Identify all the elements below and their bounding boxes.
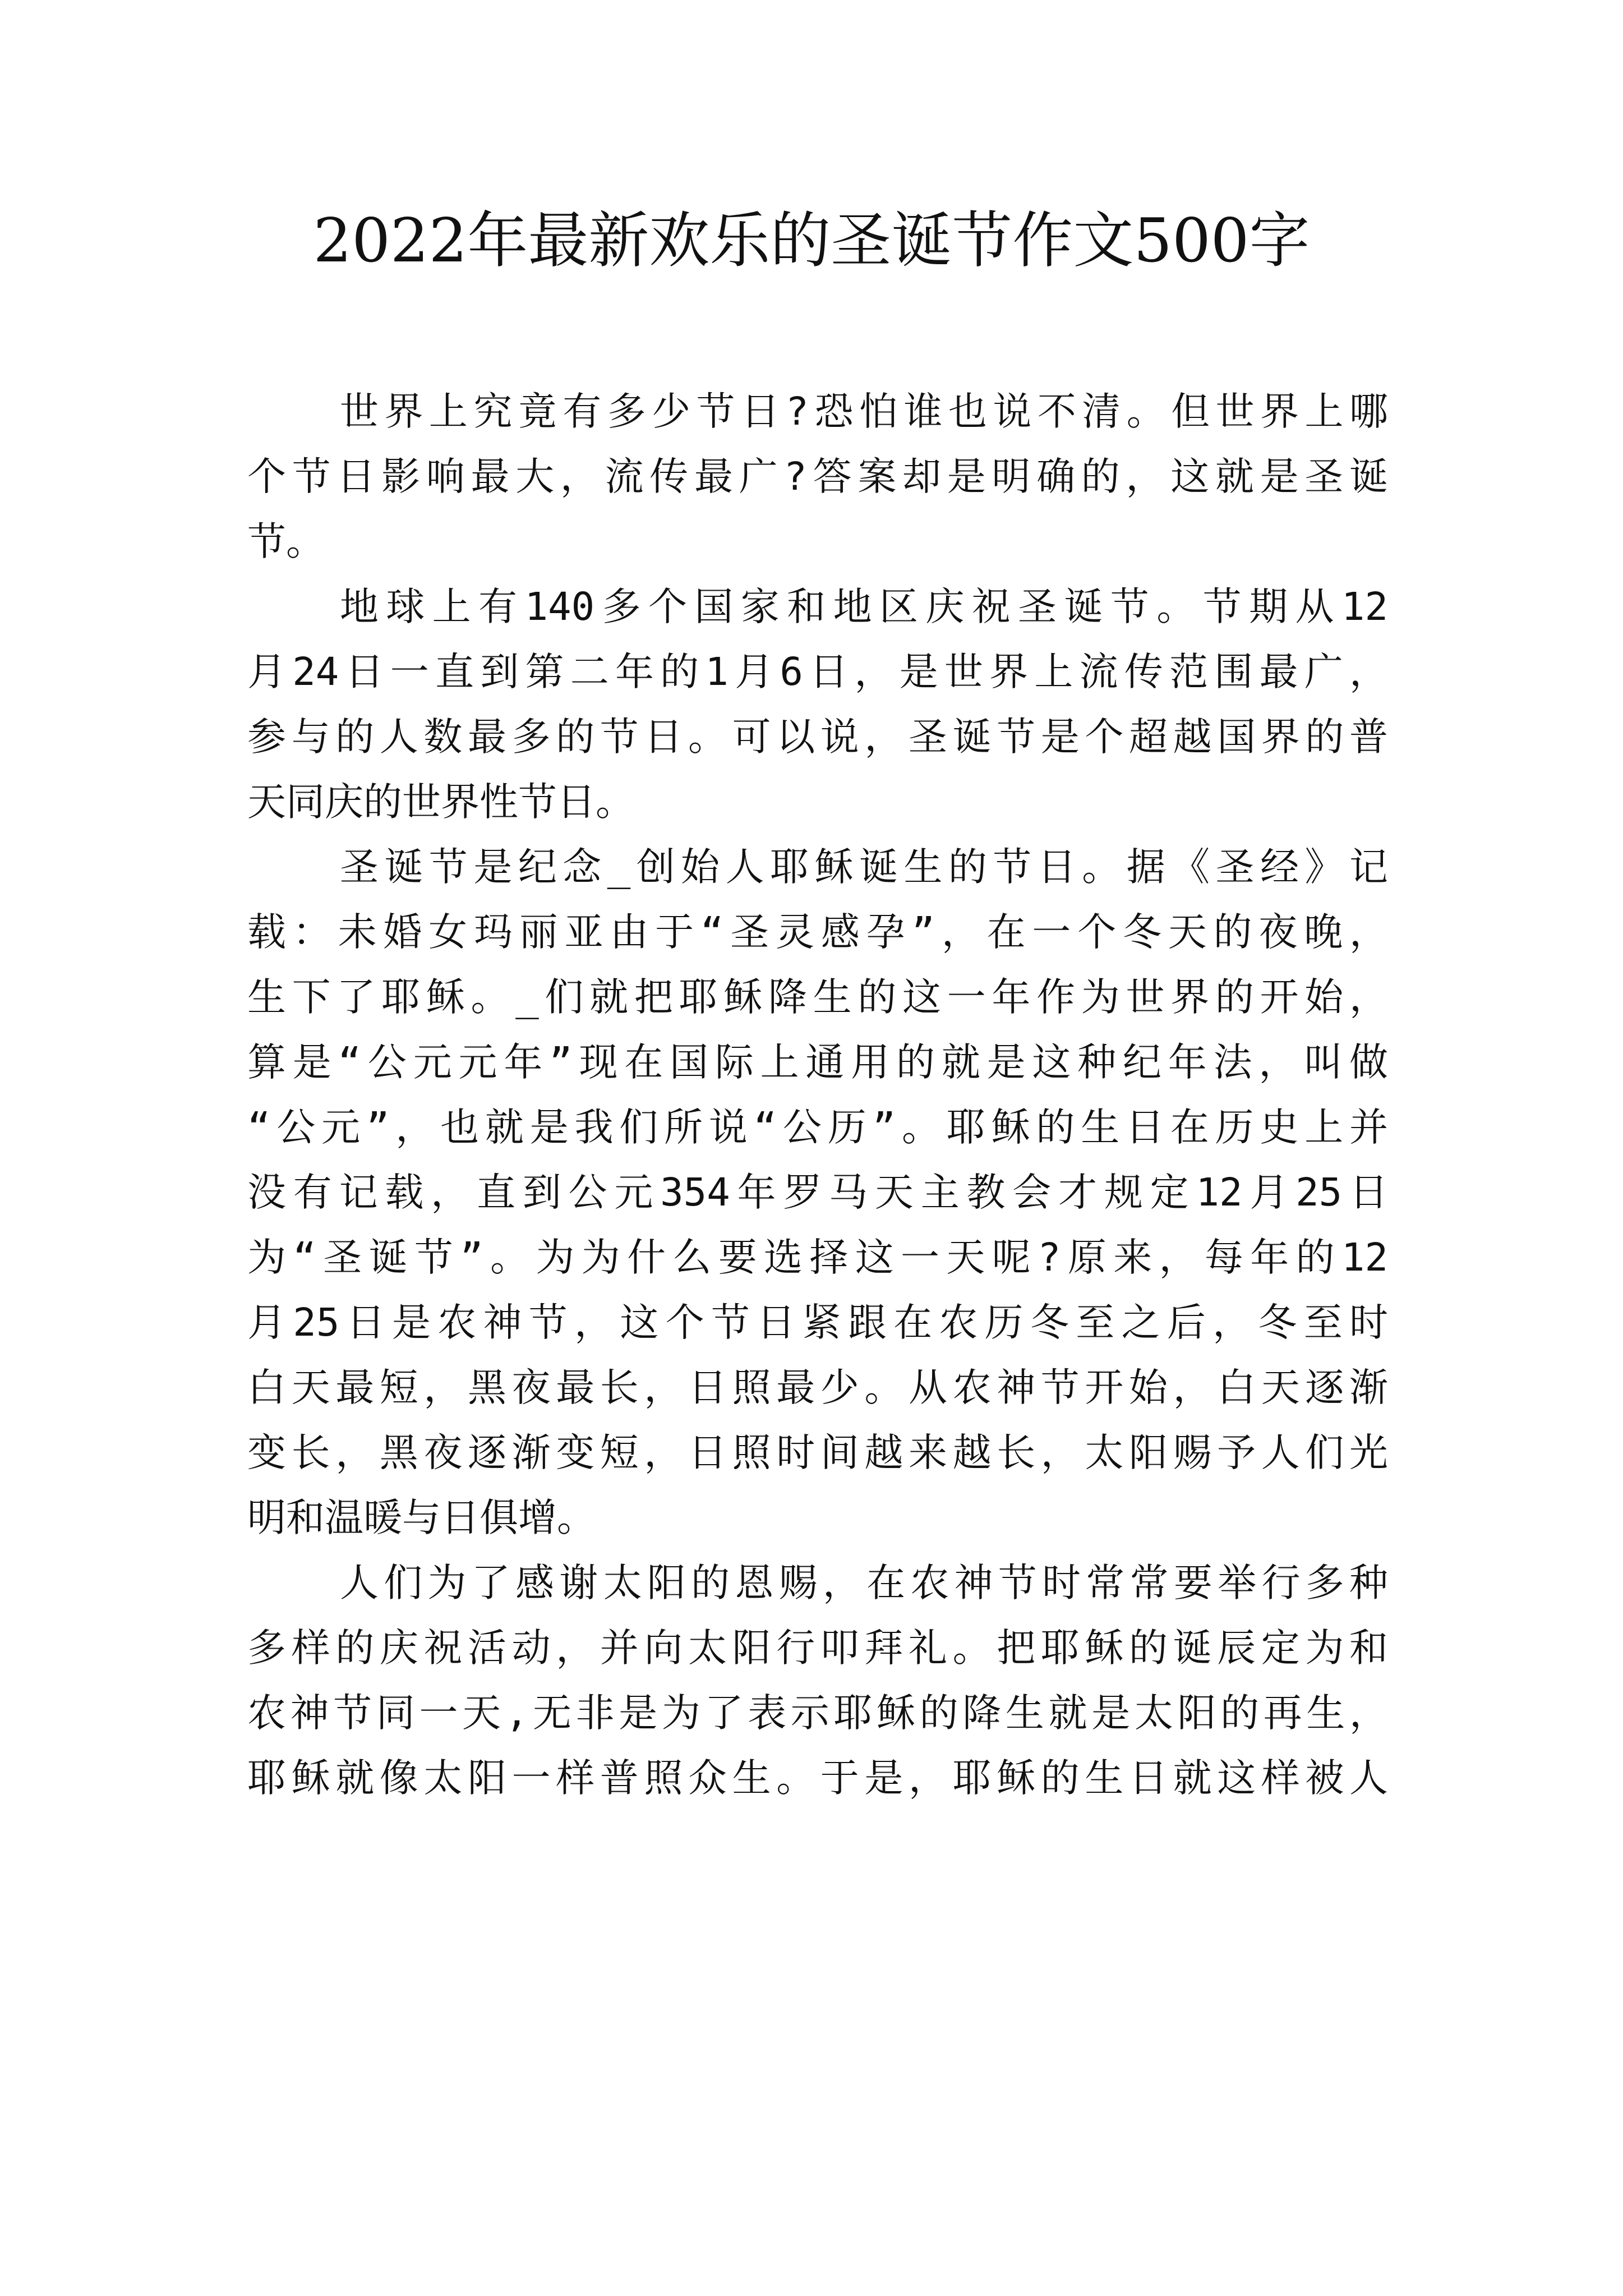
text-line: 变长，黑夜逐渐变短，日照时间越来越长，太阳赐予人们光: [247, 1430, 1388, 1475]
paragraph: [247, 379, 1388, 574]
paragraph: [247, 1550, 1388, 1811]
text-line: 月24日一直到第二年的1月6日，是世界上流传范围最广，: [247, 650, 1388, 694]
text-line: 个节日影响最大，流传最广?答案却是明确的，这就是圣诞: [247, 454, 1388, 499]
text-line: 圣诞节是纪念_创始人耶稣诞生的节日。据《圣经》记: [340, 845, 1388, 890]
text-line: 多样的庆祝活动，并向太阳行叩拜礼。把耶稣的诞辰定为和: [247, 1626, 1388, 1671]
text-line: “公元”，也就是我们所说“公历”。耶稣的生日在历史上并: [247, 1105, 1388, 1150]
text-line: 人们为了感谢太阳的恩赐，在农神节时常常要举行多种: [340, 1561, 1388, 1605]
text-line: 世界上究竟有多少节日?恐怕谁也说不清。但世界上哪: [340, 389, 1388, 434]
text-line: 算是“公元元年”现在国际上通用的就是这种纪年法，叫做: [247, 1040, 1388, 1085]
text-line: 生下了耶稣。_们就把耶稣降生的这一年作为世界的开始，: [247, 975, 1388, 1020]
text-line: 耶稣就像太阳一样普照众生。于是，耶稣的生日就这样被人: [247, 1756, 1388, 1801]
text-line: 白天最短，黑夜最长，日照最少。从农神节开始，白天逐渐: [247, 1365, 1388, 1410]
text-line: 载：未婚女玛丽亚由于“圣灵感孕”，在一个冬天的夜晚，: [247, 910, 1388, 955]
text-line: 为“圣诞节”。为为什么要选择这一天呢?原来，每年的12: [247, 1235, 1388, 1280]
text-line: 没有记载，直到公元354年罗马天主教会才规定12月25日: [247, 1170, 1388, 1215]
text-line: 农神节同一天,无非是为了表示耶稣的降生就是太阳的再生，: [247, 1691, 1388, 1736]
document-body: [247, 379, 1388, 1811]
text-line: 天同庆的世界性节日。: [247, 780, 634, 825]
paragraph: [247, 574, 1388, 835]
text-line: 明和温暖与日俱增。: [247, 1496, 596, 1540]
text-line: 月25日是农神节，这个节日紧跟在农历冬至之后，冬至时: [247, 1300, 1388, 1345]
text-line: 节。: [247, 519, 325, 564]
paragraph: [247, 835, 1388, 1550]
document-title: 2022年最新欢乐的圣诞节作文500字: [313, 206, 1310, 276]
text-line: 地球上有140多个国家和地区庆祝圣诞节。节期从12: [340, 585, 1388, 629]
text-line: 参与的人数最多的节日。可以说，圣诞节是个超越国界的普: [247, 715, 1388, 760]
